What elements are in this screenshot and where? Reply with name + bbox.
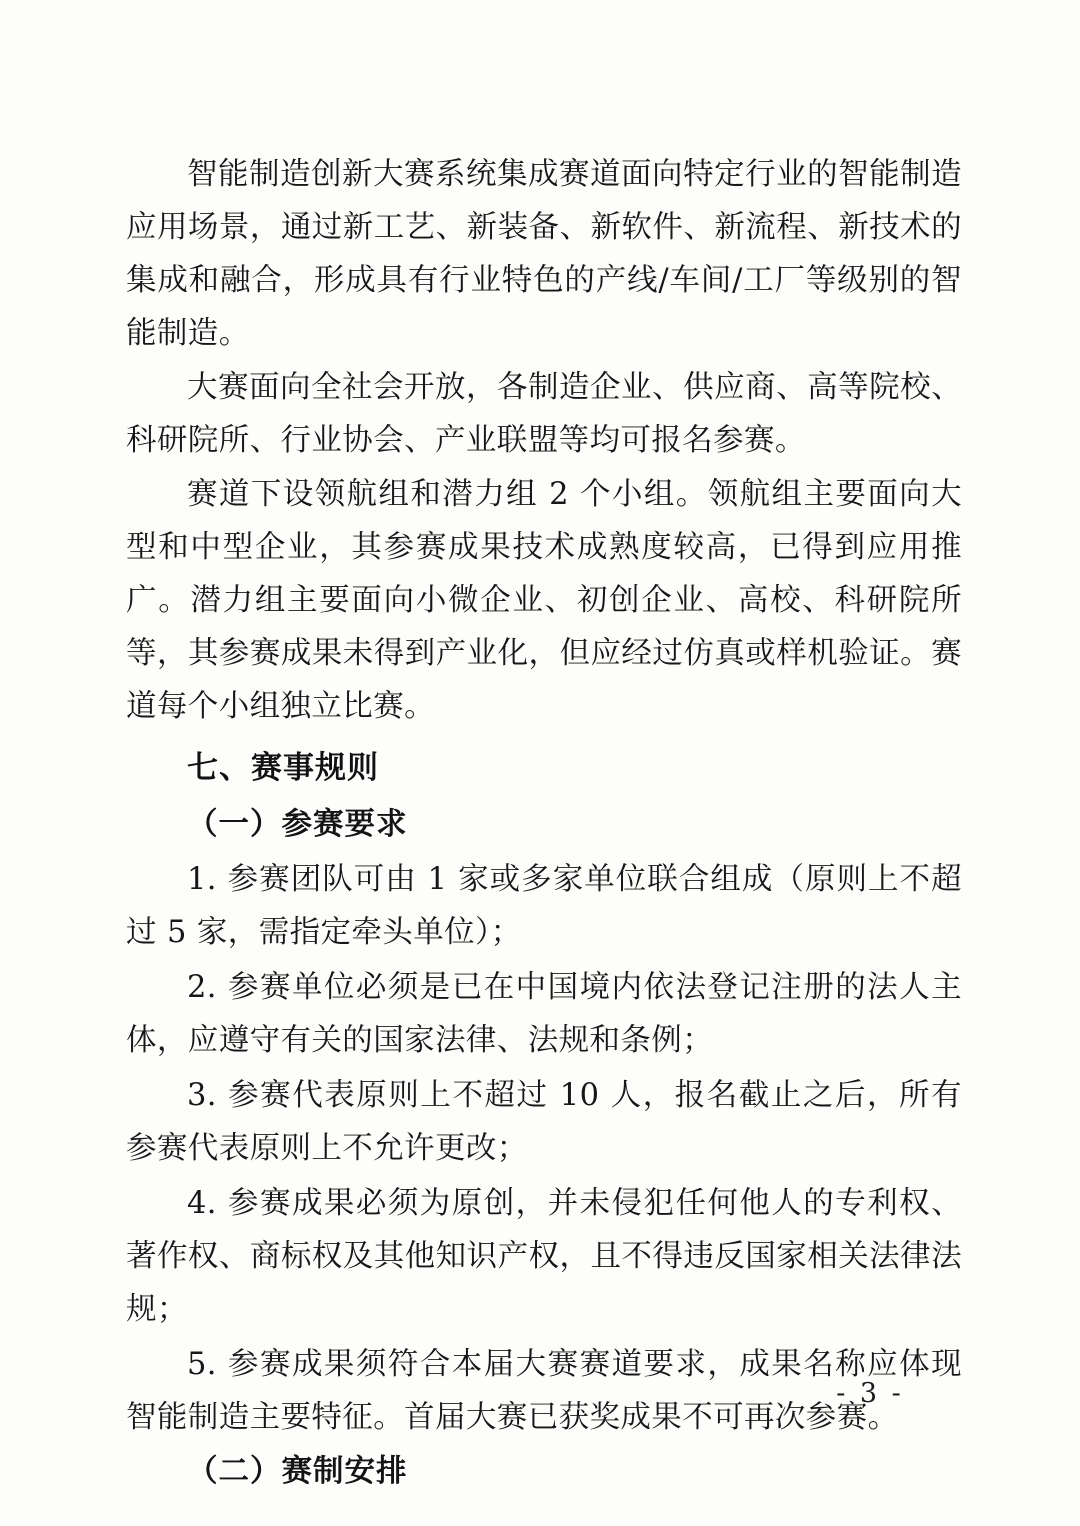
page-number: - 3 - — [836, 1378, 904, 1409]
paragraph-open-participation: 大赛面向全社会开放，各制造企业、供应商、高等院校、科研院所、行业协会、产业联盟等均可报名参赛。 — [126, 370, 962, 458]
requirement-item-4: 4. 参赛成果必须为原创，并未侵犯任何他人的专利权、著作权、商标权及其他知识产权，且不得违反国家相关法律法规； — [126, 1186, 962, 1327]
requirement-item-1: 1. 参赛团队可由 1 家或多家单位联合组成（原则上不超过 5 家，需指定牵头单位）； — [126, 862, 962, 950]
subsection-heading-requirements: （一）参赛要求 — [187, 806, 408, 842]
requirement-item-2: 2. 参赛单位必须是已在中国境内依法登记注册的法人主体，应遵守有关的国家法律、法规和条例； — [126, 970, 962, 1058]
requirement-item-3: 3. 参赛代表原则上不超过 10 人，报名截止之后，所有参赛代表原则上不允许更改； — [126, 1078, 962, 1166]
paragraph-intro-scope: 智能制造创新大赛系统集成赛道面向特定行业的智能制造应用场景，通过新工艺、新装备、新软件、新流程、新技术的集成和融合，形成具有行业特色的产线/车间/工厂等级别的智能制造。 — [126, 157, 962, 351]
paragraph-groups: 赛道下设领航组和潜力组 2 个小组。领航组主要面向大型和中型企业，其参赛成果技术成熟度较高，已得到应用推广。潜力组主要面向小微企业、初创企业、高校、科研院所等，其参赛成果未得到产业化，但应经过仿真或样机验证。赛道每个小组独立比赛。 — [126, 477, 962, 724]
section-heading-rules: 七、赛事规则 — [187, 750, 379, 786]
subsection-heading-schedule: （二）赛制安排 — [187, 1453, 408, 1489]
page-footer — [0, 1378, 1080, 1409]
document-body — [126, 148, 962, 1499]
requirement-item-5: 5. 参赛成果须符合本届大赛赛道要求，成果名称应体现智能制造主要特征。首届大赛已获奖成果不可再次参赛。 — [126, 1347, 962, 1435]
